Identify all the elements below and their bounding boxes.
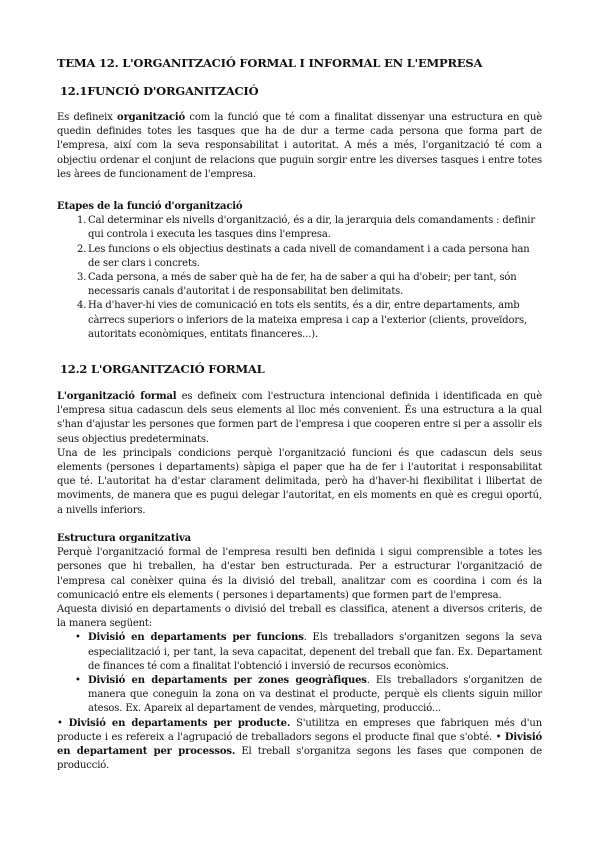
structure-heading: Estructura organitzativa: [57, 533, 191, 544]
section1-paragraph: [57, 111, 542, 182]
list-item: 1. Cal determinar els nivells d'organització, és a dir, la jerarquia dels comandaments : definir qui controla i executa les tasques dins l'empresa.: [77, 215, 535, 241]
section-heading-formal: 12.2 L'ORGANITZACIÓ FORMAL: [60, 362, 265, 376]
para-text: Aquesta divisió en departaments o divisió del treball es classifica, atenent a diversos criteris, de la manera següent:: [57, 604, 542, 630]
para-text: Es defineix: [57, 112, 118, 123]
para-text: es defineix com l'estructura intencional definida i identificada en què l'empresa situa cadascun dels seus elements al lloc més convenient. És una estructura a la qual s'han d'ajustar les persones que formen part de l'empresa i que cooperen entre si per a assolir els seus objectius predeterminats.: [57, 391, 542, 445]
para-bold-term: L'organització formal: [57, 391, 177, 402]
document-title: TEMA 12. L'ORGANITZACIÓ FORMAL I INFORMAL EN L'EMPRESA: [57, 56, 483, 70]
list-item: • Divisió en departaments per funcions. Els treballadors s'organitzen segons la seva especialització i, per tant, la seva capacitat, depenent del treball que fan. Ex. Departament de finances té com a finalitat l'obtenció i inversió de recursos econòmics.: [75, 632, 543, 672]
list-item: 2. Les funcions o els objectius destinats a cada nivell de comandament i a cada persona han de ser clars i concrets.: [77, 243, 530, 269]
steps-heading: Etapes de la funció d'organització: [57, 201, 243, 212]
section2-paragraphs: [57, 390, 542, 518]
para-text: Perquè l'organització formal de l'empresa resulti ben definida i sigui comprensible a totes les persones que hi treballen, ha d'estar ben estructurada. Per a estructurar l'organització de l'empresa cal conèixer quina és la divisió del treball, analitzar com es coordina i com és la comunicació entre els elements ( persones i departaments) que formen part de l'empresa.: [57, 547, 542, 601]
para-text: • Divisió en departaments per producte. S'utilitza en empreses que fabriquen més d'un producte i es refereix a l'agrupació de treballadors segons el producte final que s'obté. • Divisió en departament per processos. El treball s'organitza segons les fases que componen de producció.: [57, 717, 543, 772]
para-text: Una de les principals condicions perquè l'organització funcioni és que cadascun dels seus elements (persones i departaments) sàpiga el paper que ha de fer i l'autoritat i responsabilitat que té. L'autoritat ha d'estar clarament delimitada, però ha d'haver-hi flexibilitat i llibertat de moviments, de manera que es pugui delegar l'autoritat, en els moments en què es cregui oportú, a nivells inferiors.: [57, 447, 542, 516]
para-bold-term: organització: [117, 112, 186, 123]
list-item: 4. Ha d'haver-hi vies de comunicació en tots els sentits, és a dir, entre departaments, amb càrrecs superiors o inferiors de la mateixa empresa i cap a l'exterior (clients, proveïdors, autoritats econòmiques, entitats financeres...).: [77, 300, 527, 340]
para-text: com la funció que té com a finalitat dissenyar una estructura en què quedin definides totes les tasques que ha de dur a terme cada persona que forma part de l'empresa, així com la seva responsabilitat i autoritat. A més a més, l'organització té com a objectiu ordenar el conjunt de relacions que puguin sorgir entre les diverses tasques i entre totes les àrees de funcionament de l'empresa.: [57, 112, 542, 180]
steps-list: [57, 214, 542, 342]
section-heading-funcio: 12.1FUNCIÓ D'ORGANITZACIÓ: [60, 84, 259, 98]
structure-block: [57, 532, 542, 773]
list-item: 3. Cada persona, a més de saber què ha de fer, ha de saber a qui ha d'obeir; per tant, són necessaris canals d'autoritat i de responsabilitat ben delimitats.: [77, 272, 517, 298]
division-list: [57, 631, 542, 716]
list-item: • Divisió en departaments per zones geogràfiques. Els treballadors s'organitzen de manera que coneguin la zona on va destinat el producte, perquè els clients siguin millor atesos. Ex. Apareix al departament de vendes, màrqueting, producció...: [75, 675, 542, 715]
steps-block: [57, 200, 542, 342]
